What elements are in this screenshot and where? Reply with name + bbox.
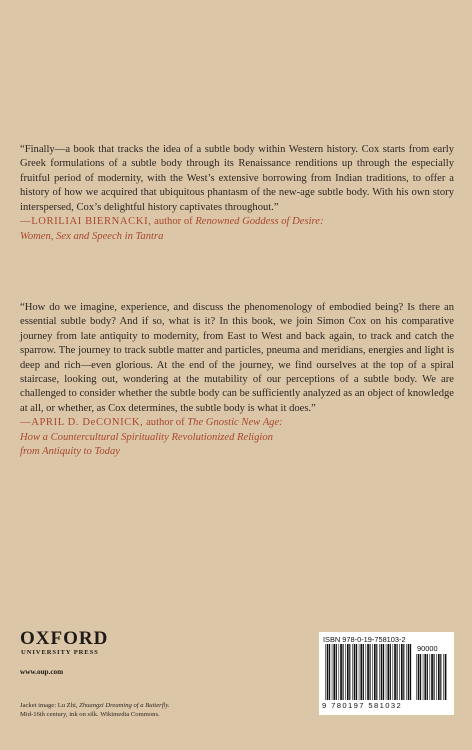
credit-artwork-title: Zhuangzi Dreaming of a Butterfly.	[79, 702, 170, 709]
publisher-subtitle: UNIVERSITY PRESS	[21, 649, 99, 656]
quote-2-author-name: —APRIL D. DeCONICK,	[20, 417, 144, 429]
publisher-url: www.oup.com	[20, 668, 64, 676]
quote-2-book-title-line3: from Antiquity to Today	[20, 446, 120, 458]
quote-2-book-title-line1: The Gnostic New Age:	[187, 417, 283, 429]
quote-1-book-title-line1: Renowned Goddess of Desire:	[195, 216, 324, 228]
quote-1-author-name: —LORILIAI BIERNACKI,	[20, 216, 152, 228]
quote-1-text: “Finally—a book that tracks the idea of a subtle body within Western history. Cox starts from early Greek formulations of a subtle body through its Renaissance renditions up through the especially fruitful period of modernity, with the West’s extensive borrowing from Indian traditions, to offer a history of how we acquired that ubiquitous phantasm of the new-age subtle body. With his own story interspersed, Cox’s delightful history captivates throughout.”	[20, 144, 454, 213]
barcode-panel	[319, 632, 454, 715]
publisher-logo: OXFORD	[20, 628, 109, 649]
credit-prefix: Jacket image: Lu Zhi,	[20, 702, 80, 709]
isbn-label: ISBN 978-0-19-758103-2	[323, 635, 406, 644]
barcode-addon-icon	[416, 654, 448, 700]
quote-2-book-title-line2: How a Countercultural Spirituality Revolutionized Religion	[20, 431, 273, 443]
quote-2-text: “How do we imagine, experience, and discuss the phenomenology of embodied being? Is there an essential subtle body? And if so, what is it? In this book, we join Simon Cox on his comparative journey from late antiquity to modernity, from East to West and back again, to track and catch the sparrow. The journey to track subtle matter and particles, pneuma and meridians, energies and light is deep and rich—even glorious. At the end of the journey, we find ourselves at the top of a spiral staircase, looking out, wondering at the mutability of our perceptions of a subtle body. We are challenged to consider whether the subtle body can be sufficiently analyzed as an object of knowledge at all, or whether, as Cox determines, the subtle body is what it does.”	[20, 302, 454, 414]
barcode-addon-number: 90000	[417, 644, 438, 653]
endorsement-quote-2	[20, 301, 454, 460]
jacket-image-credit	[20, 701, 220, 719]
endorsement-quote-1	[20, 143, 454, 244]
credit-line2: Mid-16th century, ink on silk. Wikimedia Commons.	[20, 711, 160, 719]
quote-1-author-of: author of	[151, 216, 196, 228]
barcode-digits: 9 780197 581032	[322, 701, 403, 710]
quote-1-attribution	[20, 215, 454, 244]
quote-1-book-title-line2: Women, Sex and Speech in Tantra	[20, 230, 164, 242]
barcode-main-icon	[325, 644, 413, 700]
quote-2-attribution	[20, 416, 454, 460]
quote-2-author-of: author of	[143, 417, 188, 429]
